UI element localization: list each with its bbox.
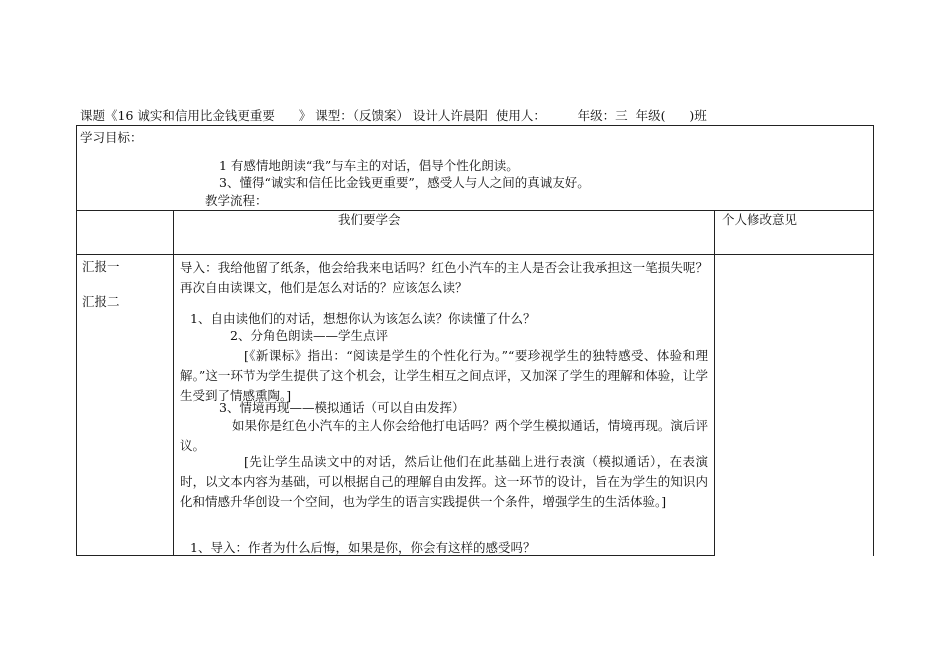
intro-paragraph: 导入：我给他留了纸条，他会给我来电话吗？红色小汽车的主人是否会让我承担这一笔损失呢？再次自由读课文，他们是怎么对话的？应该怎么读？ [180,260,708,295]
table-top-border [76,125,874,126]
report-label-2: 汇报二 [82,294,120,309]
report-label-1: 汇报一 [82,259,120,274]
lesson-header: 课题《16 诚实和信用比金钱更重要 》 课型：（反馈案） 设计人许晨阳 使用人： 年级：三 年级( )班 [80,108,707,123]
step-1: 1、自由读他们的对话，想想你认为该怎么读？你读懂了什么？ [190,311,536,326]
table-right-border [873,125,874,556]
table-col-divider-1 [173,210,174,556]
objectives-label: 学习目标： [80,130,143,145]
table-left-border [76,125,77,556]
column-header-revision: 个人修改意见 [722,212,798,227]
note-paragraph-1: [《新课标》指出：“阅读是学生的个性化行为。”“要珍视学生的独特感受、体验和理解。”这一环节为学生提供了这个机会，让学生相互之间点评，又加深了学生的理解和体验，让学生受到了情感熏陶。] [180,348,708,403]
objective-item-2: 3、懂得“诚实和信任比金钱更重要”，感受人与人之间的真诚友好。 [219,175,590,190]
step-4: 1、导入：作者为什么后悔，如果是你，你会有这样的感受吗？ [190,540,536,555]
column-header-learning: 我们要学会 [338,212,401,227]
objective-item-1: 1 有感情地朗读“我”与车主的对话，倡导个性化朗读。 [219,158,519,173]
step-3: 3、情境再现——模拟通话（可以自由发挥） [219,400,465,415]
table-row-divider-2 [76,254,874,255]
teaching-flow-label: 教学流程： [205,193,268,208]
question-paragraph: 如果你是红色小汽车的主人你会给他打电话吗？两个学生模拟通话，情境再现。演后评议。 [180,418,708,453]
step-2: 2、分角色朗读——学生点评 [230,328,388,343]
table-col-divider-2 [714,210,715,556]
note-paragraph-2: [先让学生品读文中的对话，然后让他们在此基础上进行表演（模拟通话），在表演时，以文本内容为基础，可以根据自己的理解自由发挥。这一环节的设计，旨在为学生的知识内化和情感升华创设一个空间，也为学生的语言实践提供一个条件，增强学生的生活体验。] [180,454,708,509]
